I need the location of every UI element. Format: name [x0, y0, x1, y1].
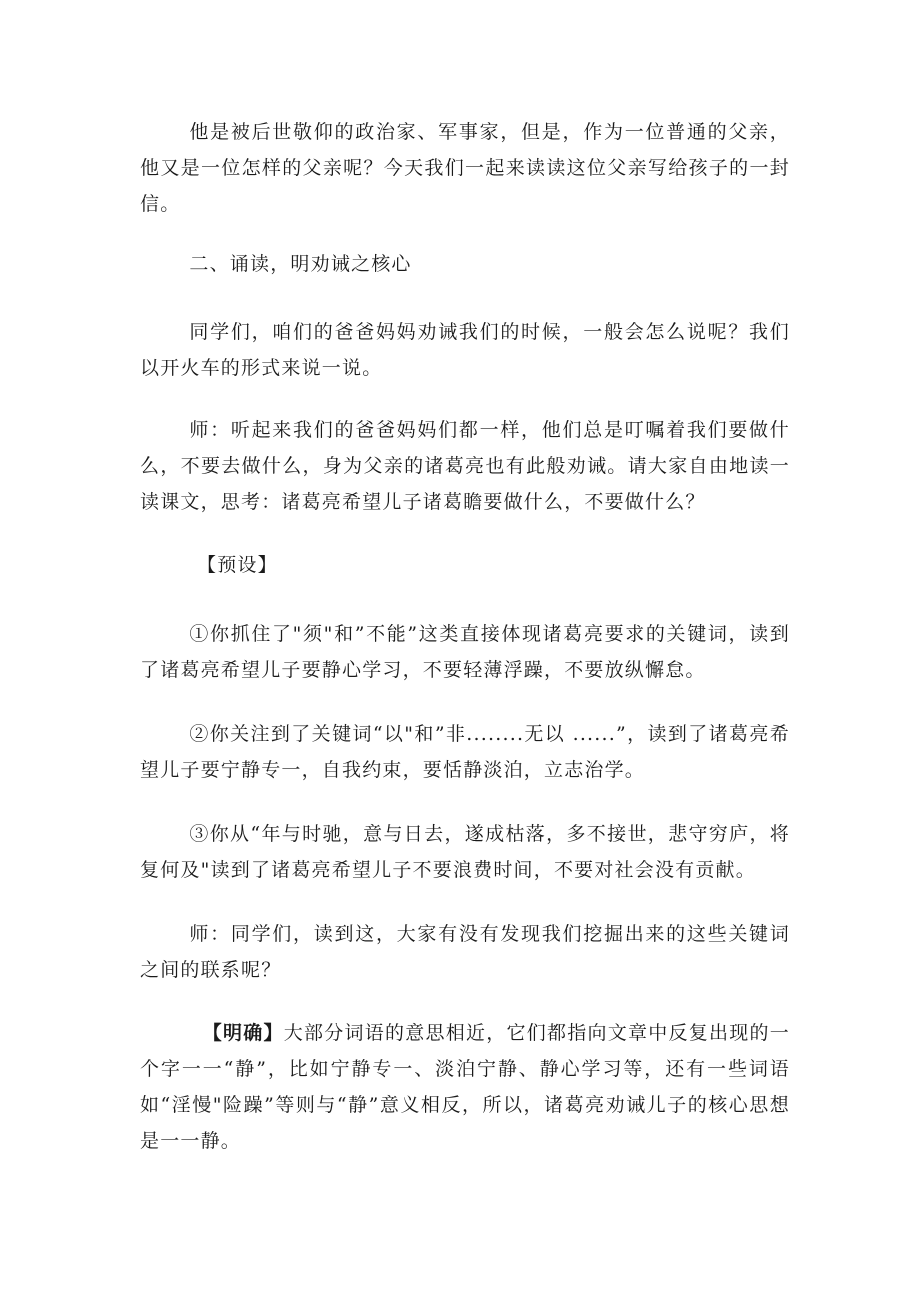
paragraph-students-question: 同学们，咱们的爸爸妈妈劝诫我们的时候，一般会怎么说呢？我们以开火车的形式来说一说。: [140, 321, 790, 379]
section-heading-recite: 二、诵读，明劝诫之核心: [189, 253, 412, 275]
paragraph-clarify: [140, 1015, 790, 1159]
paragraph-preset-1: ①你抓住了"须"和”不能”这类直接体现诸葛亮要求的关键词，读到了诸葛亮希望儿子要静心学习，不要轻薄浮躁，不要放纵懈怠。: [140, 623, 790, 681]
paragraph-preset-3: ③你从“年与时驰，意与日去，遂成枯落，多不接世，悲守穷庐，将复何及"读到了诸葛亮希望儿子不要浪费时间，不要对社会没有贡献。: [140, 823, 790, 881]
paragraph-preset-2: ②你关注到了关键词“以"和”非........无以 ......”，读到了诸葛亮希望儿子要宁静专一，自我约束，要恬静淡泊，立志治学。: [140, 723, 790, 781]
paragraph-father-intro: 他是被后世敬仰的政治家、军事家，但是，作为一位普通的父亲，他又是一位怎样的父亲呢？今天我们一起来读读这位父亲写给孩子的一封信。: [140, 121, 790, 215]
clarify-text: 大部分词语的意思相近，它们都指向文章中反复出现的一个字一一“静”，比如宁静专一、淡泊宁静、静心学习等，还有一些词语如“淫慢"险躁”等则与“静”意义相反，所以，诸葛亮劝诫儿子的核心思想是一一静。: [140, 1022, 790, 1152]
paragraph-teacher-prompt: 师：听起来我们的爸爸妈妈们都一样，他们总是叮嘱着我们要做什么，不要去做什么，身为父亲的诸葛亮也有此般劝诫。请大家自由地读一读课文，思考：诸葛亮希望儿子诸葛瞻要做什么，不要做什么？: [140, 419, 790, 513]
clarify-tag: 【明确】: [202, 1022, 284, 1044]
preset-label: 【预设】: [197, 554, 278, 576]
paragraph-teacher-question: 师：同学们，读到这，大家有没有发现我们挖掘出来的这些关键词之间的联系呢？: [140, 923, 790, 981]
